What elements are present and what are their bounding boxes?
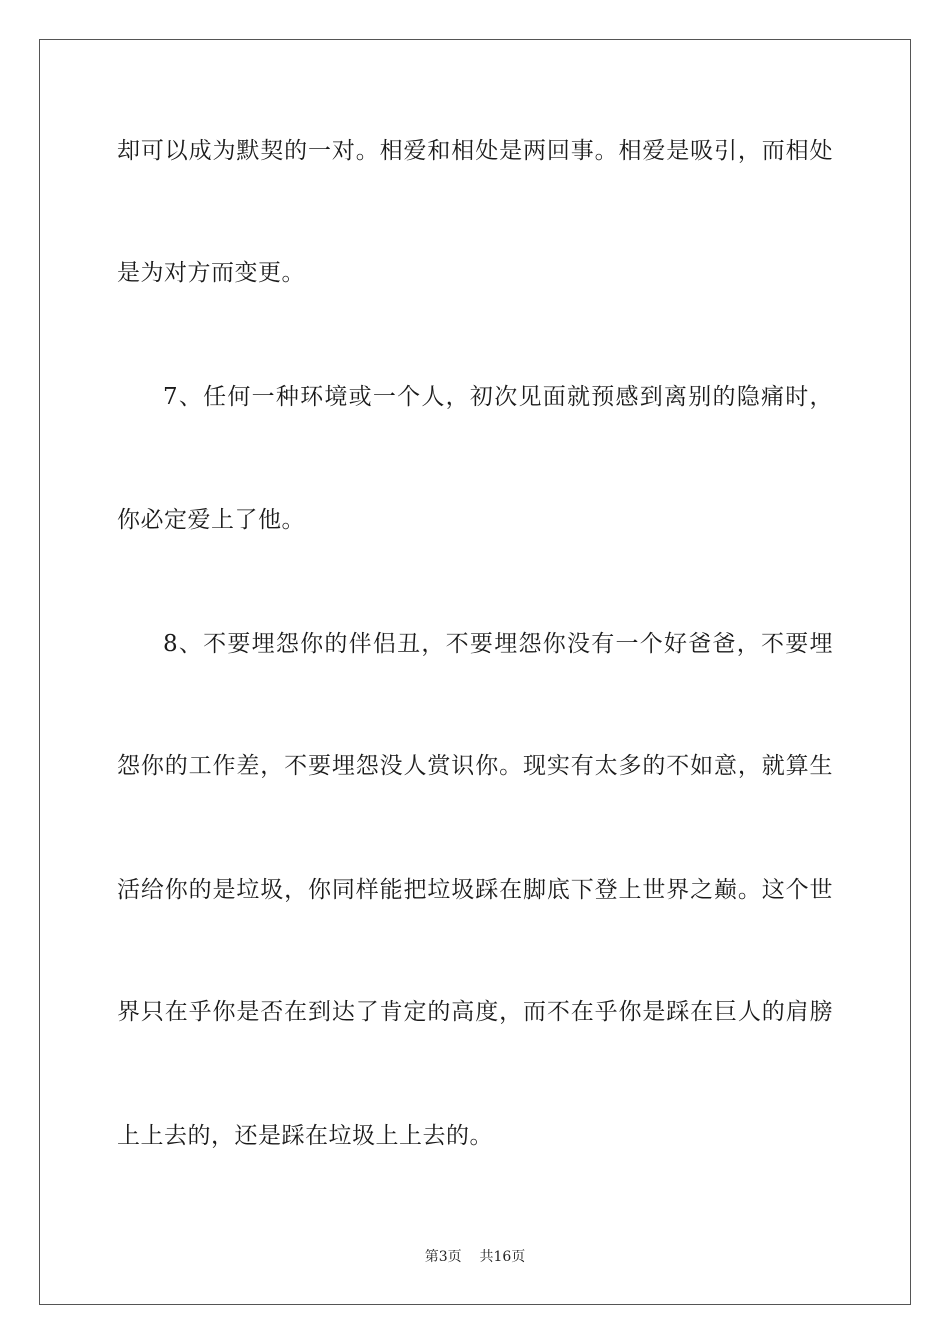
body-text-line: 怨你的工作差，不要埋怨没人赏识你。现实有太多的不如意，就算生: [117, 753, 833, 779]
body-text-line: 上上去的，还是踩在垃圾上上去的。: [117, 1123, 493, 1149]
body-text-line: 你必定爱上了他。: [117, 507, 305, 533]
page-number: 第3页: [424, 1249, 462, 1265]
numbered-paragraph-8-line: 8、不要埋怨你的伴侣丑，不要埋怨你没有一个好爸爸，不要埋: [163, 631, 833, 657]
page-border: [39, 39, 911, 1305]
body-text-line: 活给你的是垃圾，你同样能把垃圾踩在脚底下登上世界之巅。这个世: [117, 877, 833, 903]
page-footer: [0, 1248, 950, 1266]
body-text-line: 却可以成为默契的一对。相爱和相处是两回事。相爱是吸引，而相处: [117, 138, 833, 164]
body-text-line: 界只在乎你是否在到达了肯定的高度，而不在乎你是踩在巨人的肩膀: [117, 999, 833, 1025]
body-text-line: 是为对方而变更。: [117, 260, 305, 286]
numbered-paragraph-7-line: 7、任何一种环境或一个人，初次见面就预感到离别的隐痛时，: [163, 384, 833, 410]
page-total: 共16页: [479, 1249, 526, 1265]
